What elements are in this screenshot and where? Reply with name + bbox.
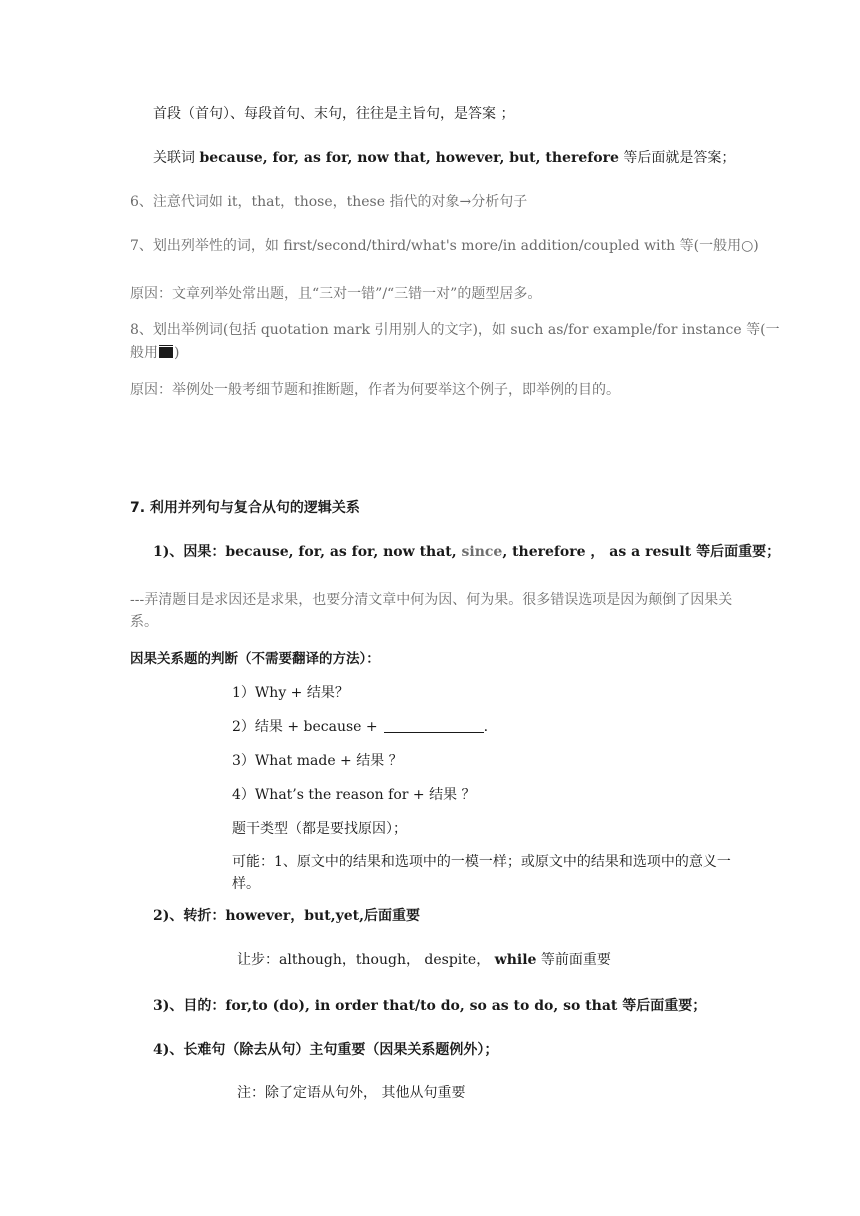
item-8-suffix: ) — [174, 345, 180, 361]
purpose-subheading: 3)、目的：for,to (do), in order that/to do, so as to do, so that 等后面重要； — [153, 998, 707, 1014]
section-7-heading: 7. 利用并列句与复合从句的逻辑关系 — [130, 500, 360, 516]
item-7-enumeration: 7、划出列举性的词，如 first/second/third/what's more/in addition/coupled with 等(一般用○) — [130, 238, 759, 254]
cause-effect-a: 1)、因果：because, for, as for, now that, — [153, 544, 462, 560]
concession-line — [237, 949, 611, 971]
connectives-words: because, for, as for, now that, however, but, therefore — [199, 150, 619, 166]
note-line: 注：除了定语从句外， 其他从句重要 — [237, 1085, 466, 1101]
cause-effect-c: , therefore ， as a result 等后面重要； — [502, 544, 781, 560]
cause-effect-subheading — [153, 541, 780, 563]
concession-c: 等前面重要 — [536, 952, 611, 968]
concession-a: 让步：although，though， despite， — [237, 952, 495, 968]
judgement-heading: 因果关系题的判断（不需要翻译的方法）： — [130, 651, 380, 667]
judge-item-3: 3）What made + 结果 ？ — [232, 753, 403, 769]
judge-item-2 — [232, 716, 488, 738]
reason-examples: 原因：举例处一般考细节题和推断题，作者为何要举这个例子，即举例的目的。 — [130, 382, 620, 398]
item-8-prefix: 般用 — [130, 345, 158, 361]
concession-while: while — [494, 952, 537, 968]
judge-item-4: 4）What’s the reason for + 结果 ？ — [232, 787, 476, 803]
contrast-subheading: 2)、转折：however，but,yet,后面重要 — [153, 908, 420, 924]
long-sentence-subheading: 4)、长难句（除去从句）主句重要（因果关系题例外）； — [153, 1042, 499, 1058]
item-8-examples-line1: 8、划出举例词(包括 quotation mark 引用别人的文字)，如 such as/for example/for instance 等(一 — [130, 322, 780, 338]
cause-effect-paragraph: ---弄清题目是求因还是求果，也要分清文章中何为因、何为果。很多错误选项是因为颠倒了因果关系。 — [130, 592, 733, 630]
blank-line — [384, 718, 484, 733]
connectives-line — [153, 147, 735, 169]
reason-enumeration: 原因：文章列举处常出题，且“三对一错”/“三错一对”的题型居多。 — [130, 286, 542, 302]
double-line-mark-icon — [159, 344, 173, 358]
item-6-pronouns: 6、注意代词如 it，that，those，these 指代的对象→分析句子 — [130, 194, 528, 210]
cause-effect-since: since — [461, 544, 503, 560]
stem-type-line: 题干类型（都是要找原因）； — [232, 821, 407, 837]
possibility-line: 可能：1、原文中的结果和选项中的一模一样；或原文中的结果和选项中的意义一样。 — [232, 854, 731, 892]
connectives-prefix: 关联词 — [153, 150, 200, 166]
item-8-examples-line2 — [130, 342, 179, 364]
connectives-suffix: 等后面就是答案； — [618, 150, 736, 166]
topic-sentence-line: 首段（首句）、每段首句、末句，往往是主旨句，是答案 ； — [153, 106, 515, 122]
judge-item-1: 1）Why + 结果？ — [232, 685, 349, 701]
judge-item-2-end: . — [483, 719, 489, 735]
judge-item-2-text: 2）结果 + because + — [232, 719, 378, 735]
